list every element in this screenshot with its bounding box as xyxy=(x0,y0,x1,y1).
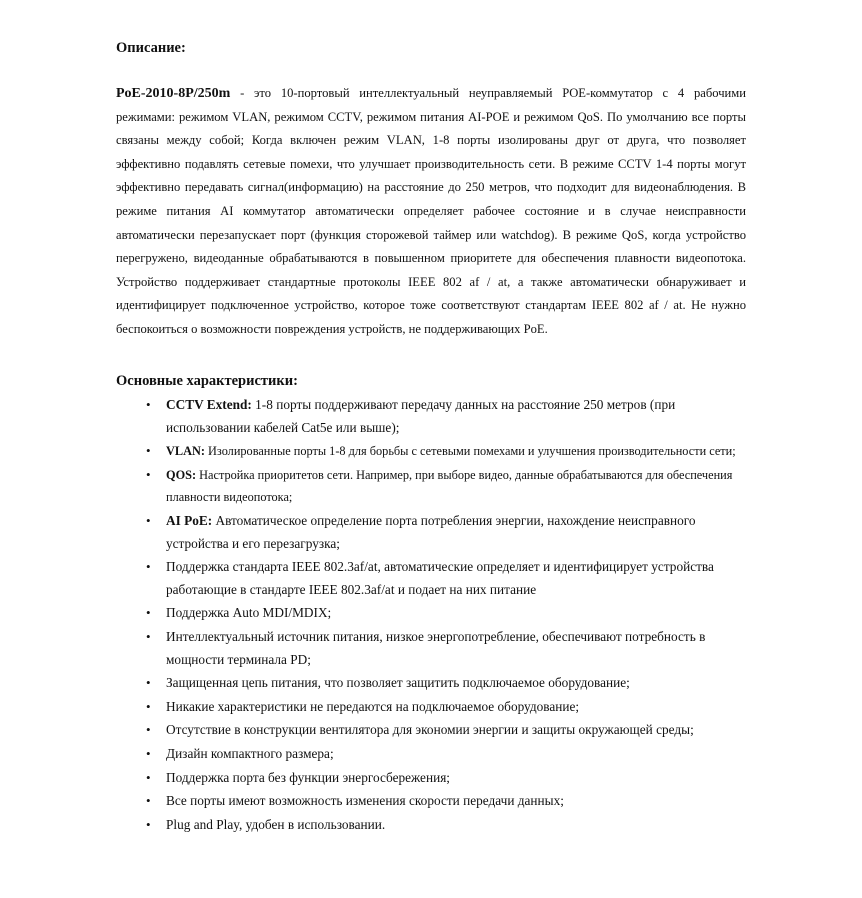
feature-text: Поддержка Auto MDI/MDIX; xyxy=(166,605,332,621)
feature-term: QOS: xyxy=(166,467,197,482)
feature-text: Автоматическое определение порта потребления энергии, нахождение неисправного устройства и его перезагрузка; xyxy=(166,512,696,551)
bullet-icon: • xyxy=(146,675,151,691)
bullet-icon: • xyxy=(146,397,151,412)
features-heading: Основные характеристики: xyxy=(116,373,298,389)
feature-term: AI PoE: xyxy=(166,512,213,528)
feature-text: Настройка приоритетов сети. Например, при выборе видео, данные обрабатываются для обеспечения плавности видеопотока; xyxy=(166,467,733,505)
feature-item-smart-power xyxy=(146,626,756,671)
feature-item-no-eee-port xyxy=(146,767,756,790)
bullet-icon: • xyxy=(146,722,151,738)
feature-term: VLAN: xyxy=(166,444,205,459)
feature-text: Все порты имеют возможность изменения скорости передачи данных; xyxy=(166,793,564,809)
bullet-icon: • xyxy=(146,745,151,761)
feature-text: 1-8 порты поддерживают передачу данных на расстояние 250 метров (при использовании кабелей Cat5e или выше); xyxy=(166,397,676,435)
feature-text: Никакие характеристики не передаются на подключаемое оборудование; xyxy=(166,698,580,714)
feature-item-qos xyxy=(146,464,756,509)
feature-item-cctv-extend xyxy=(146,394,756,439)
bullet-icon: • xyxy=(146,816,151,832)
bullet-icon: • xyxy=(146,512,151,528)
description-paragraph xyxy=(116,82,746,342)
feature-item-protected-circuit xyxy=(146,672,756,695)
feature-item-plug-and-play xyxy=(146,814,756,837)
bullet-icon: • xyxy=(146,769,151,785)
bullet-icon: • xyxy=(146,559,151,575)
feature-item-auto-mdi xyxy=(146,602,756,625)
feature-text: Plug and Play, удобен в использовании. xyxy=(166,816,386,832)
description-heading: Описание: xyxy=(116,40,186,56)
feature-item-no-transfer xyxy=(146,696,756,719)
feature-item-speed-change xyxy=(146,790,756,813)
feature-text: Поддержка стандарта IEEE 802.3af/at, автоматические определяет и идентифицирует устройства работающие в стандарте IEEE 802.3af/at и подает на них питание xyxy=(166,559,714,597)
description-text: - это 10-портовый интеллектуальный неуправляемый POE-коммутатор с 4 рабочими режимами: режимом VLAN, режимом CCTV, режимом питания AI-POE и режимом QoS. По умолчанию все порты связаны между собой; Когда включен режим VLAN, 1-8 порты изолированы друг от друга, что позволяет эффективно подавлять сетевые помехи, что улучшает производительность сети. В режиме CCTV 1-4 порты могут эффективно передавать сигнал(информацию) на расстояние до 250 метров, что подходит для видеонаблюдения. В режиме питания AI коммутатор автоматически определяет рабочее состояние и в случае неисправности автоматически перезапускает порт (функция сторожевой таймер или watchdog). В режиме QoS, когда устройство перегружено, видеоданные обрабатываются в повышенном приоритете для обеспечения плавности видеопотока. Устройство поддерживает стандартные протоколы IEEE 802 af / at, а также автоматически обнаруживает и идентифицирует подключенное устройство, которое тоже соответствуют стандартам IEEE 802 af / at. Не нужно беспокоиться о возможности повреждения устройств, не поддерживающих PoE. xyxy=(116,86,746,336)
feature-text: Дизайн компактного размера; xyxy=(166,745,334,761)
bullet-icon: • xyxy=(146,443,151,459)
feature-text: Отсутствие в конструкции вентилятора для экономии энергии и защиты окружающей среды; xyxy=(166,722,694,738)
bullet-icon: • xyxy=(146,628,151,644)
bullet-icon: • xyxy=(146,466,151,482)
feature-item-ieee-support xyxy=(146,556,756,601)
feature-item-ai-poe xyxy=(146,510,756,555)
bullet-icon: • xyxy=(146,793,151,809)
feature-item-vlan xyxy=(146,440,756,463)
model-name: PoE-2010-8P/250m xyxy=(116,86,231,101)
feature-text: Защищенная цепь питания, что позволяет защитить подключаемое оборудование; xyxy=(166,675,630,691)
feature-item-compact xyxy=(146,743,756,766)
feature-text: Интеллектуальный источник питания, низкое энергопотребление, обеспечивают потребность в мощности терминала PD; xyxy=(166,628,706,667)
features-list xyxy=(146,394,756,837)
feature-item-fanless xyxy=(146,719,756,742)
feature-text: Изолированные порты 1-8 для борьбы с сетевыми помехами и улучшения производительности сети; xyxy=(204,444,736,459)
feature-text: Поддержка порта без функции энергосбережения; xyxy=(166,769,451,785)
bullet-icon: • xyxy=(146,698,151,714)
bullet-icon: • xyxy=(146,605,151,621)
feature-term: CCTV Extend: xyxy=(166,397,252,412)
